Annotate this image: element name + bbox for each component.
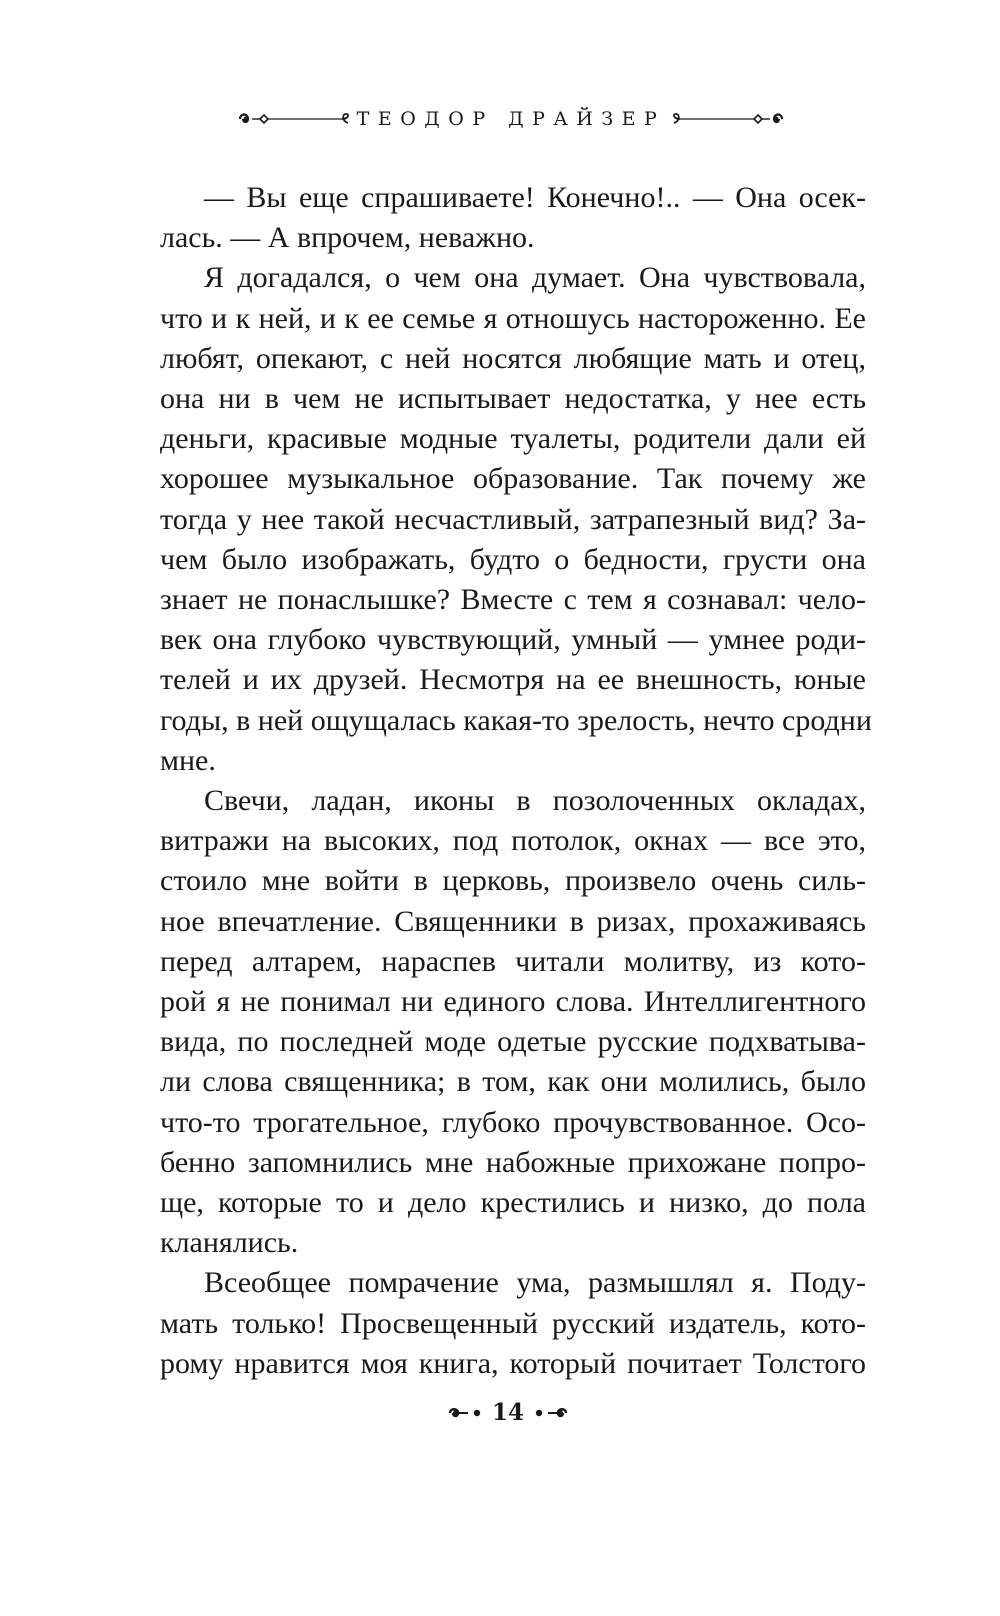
text-line: что и к ней, и к ее семье я отношусь настороженно. Ее [160,301,866,335]
paragraph-4 [160,1263,866,1384]
text-line: век она глубоко чувствующий, умный — умнее роди- [160,623,866,657]
text-line: мне. [160,743,216,777]
text-line: знает не понаслышке? Вместе с тем я сознавал: чело- [160,583,866,617]
paragraph-2 [160,258,872,781]
text-line: рому нравится моя книга, который почитает Толстого [160,1346,866,1380]
body-text [160,178,872,1384]
text-line: годы, в ней ощущалась какая-то зрелость, нечто сродни [160,703,872,737]
text-line: ли слова священника; в том, как они молились, было [160,1065,866,1099]
paragraph-3 [160,781,866,1263]
text-line: телей и их друзей. Несмотря на ее внешность, юные [160,663,866,697]
text-line: тогда у нее такой несчастливый, затрапезный вид? За- [160,502,866,536]
text-line: любят, опекают, с ней носятся любящие мать и отец, [160,341,866,375]
running-head [0,104,1000,144]
left-flourish-icon [238,108,354,130]
text-line: перед алтарем, нараспев читали молитву, из кото- [160,944,866,978]
text-line: мать только! Просвещенный русский издатель, кото- [160,1306,866,1340]
text-line: деньги, красивые модные туалеты, родители дали ей [160,422,866,456]
text-line: бенно запомнились мне набожные прихожане попро- [160,1145,866,1179]
text-line: вида, по последней моде одетые русские подхватыва- [160,1025,866,1059]
page-number: 14 [491,1399,524,1426]
text-line: ще, которые то и дело крестились и низко, до пола [160,1186,866,1220]
text-line: витражи на высоких, под потолок, окнах — все это, [160,824,866,858]
paragraph-1 [160,178,866,258]
text-line: хорошее музыкальное образование. Так почему же [160,462,866,496]
text-line: кланялись. [160,1226,299,1260]
text-line: Свечи, ладан, иконы в позолоченных окладах, [204,784,866,818]
text-line: она ни в чем не испытывает недостатка, у нее есть [160,382,866,416]
right-dot-ornament-icon [530,1403,570,1423]
text-line: лась. — А впрочем, неважно. [160,221,535,255]
page-footer [0,1396,1000,1432]
right-flourish-icon [668,108,784,130]
text-line: Всеобщее помрачение ума, размышлял я. Поду- [204,1266,866,1300]
text-line: ное впечатление. Священники в ризах, прохаживаясь [160,904,866,938]
text-line: — Вы еще спрашиваете! Конечно!.. — Она осек- [204,181,866,214]
running-head-author: ТЕОДОР ДРАЙЗЕР [356,108,666,130]
text-line: стоило мне войти в церковь, произвело очень силь- [160,864,866,898]
text-line: чем было изображать, будто о бедности, грусти она [160,542,866,576]
text-line: Я догадался, о чем она думает. Она чувствовала, [204,261,866,295]
text-line: рой я не понимал ни единого слова. Интеллигентного [160,985,866,1019]
left-dot-ornament-icon [446,1403,486,1423]
text-line: что-то трогательное, глубоко прочувствованное. Осо- [160,1105,866,1139]
